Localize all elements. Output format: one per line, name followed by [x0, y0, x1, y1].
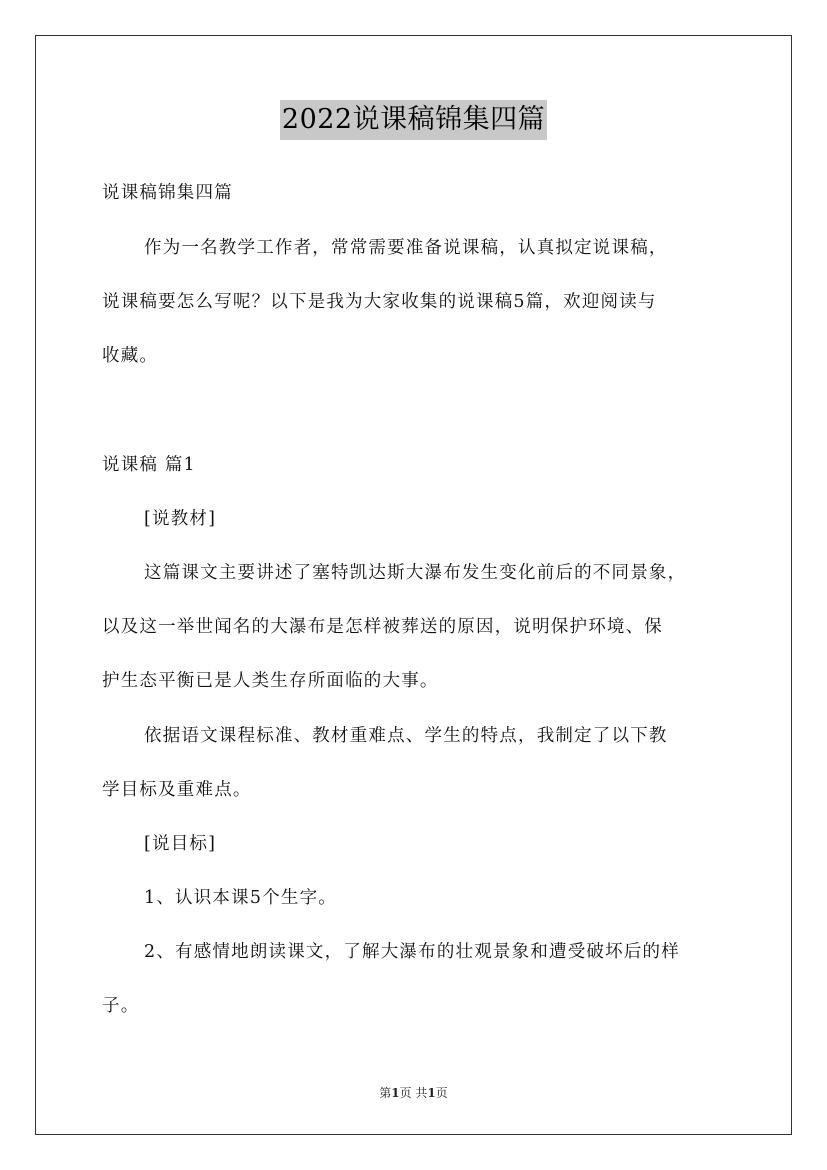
footer-suffix: 页 [435, 1086, 448, 1100]
footer-page-number: 1 [391, 1086, 400, 1100]
paragraph-line: 这篇课文主要讲述了塞特凯达斯大瀑布发生变化前后的不同景象， [144, 563, 687, 583]
footer-mid: 页 共 [399, 1086, 428, 1100]
list-item: 2、有感情地朗读课文，了解大瀑布的壮观景象和遭受破坏后的样 [144, 942, 680, 962]
subtitle-line: 说课稿锦集四篇 [102, 183, 233, 203]
footer-prefix: 第 [379, 1086, 392, 1100]
page-footer [0, 1084, 827, 1101]
paragraph-line: 学目标及重难点。 [102, 780, 252, 800]
title-container [0, 100, 827, 140]
paragraph-line: 子。 [102, 996, 140, 1016]
paragraph-line: 以及这一举世闻名的大瀑布是怎样被葬送的原因，说明保护环境、保 [102, 617, 663, 637]
paragraph-line: 依据语文课程标准、教材重难点、学生的特点，我制定了以下教 [144, 726, 668, 746]
paragraph-line: 护生态平衡已是人类生存所面临的大事。 [102, 671, 439, 691]
paragraph-line: 收藏。 [102, 346, 159, 366]
subheading-line: [说教材] [144, 509, 217, 529]
section-heading: 说课稿 篇1 [102, 455, 196, 475]
document-title: 2022说课稿锦集四篇 [280, 100, 547, 140]
paragraph-line: 说课稿要怎么写呢？以下是我为大家收集的说课稿5篇，欢迎阅读与 [102, 292, 657, 312]
paragraph-line: 作为一名教学工作者，常常需要准备说课稿，认真拟定说课稿， [144, 238, 668, 258]
footer-total-pages: 1 [427, 1086, 436, 1100]
subheading-line: [说目标] [144, 834, 217, 854]
list-item: 1、认识本课5个生字。 [144, 888, 337, 908]
